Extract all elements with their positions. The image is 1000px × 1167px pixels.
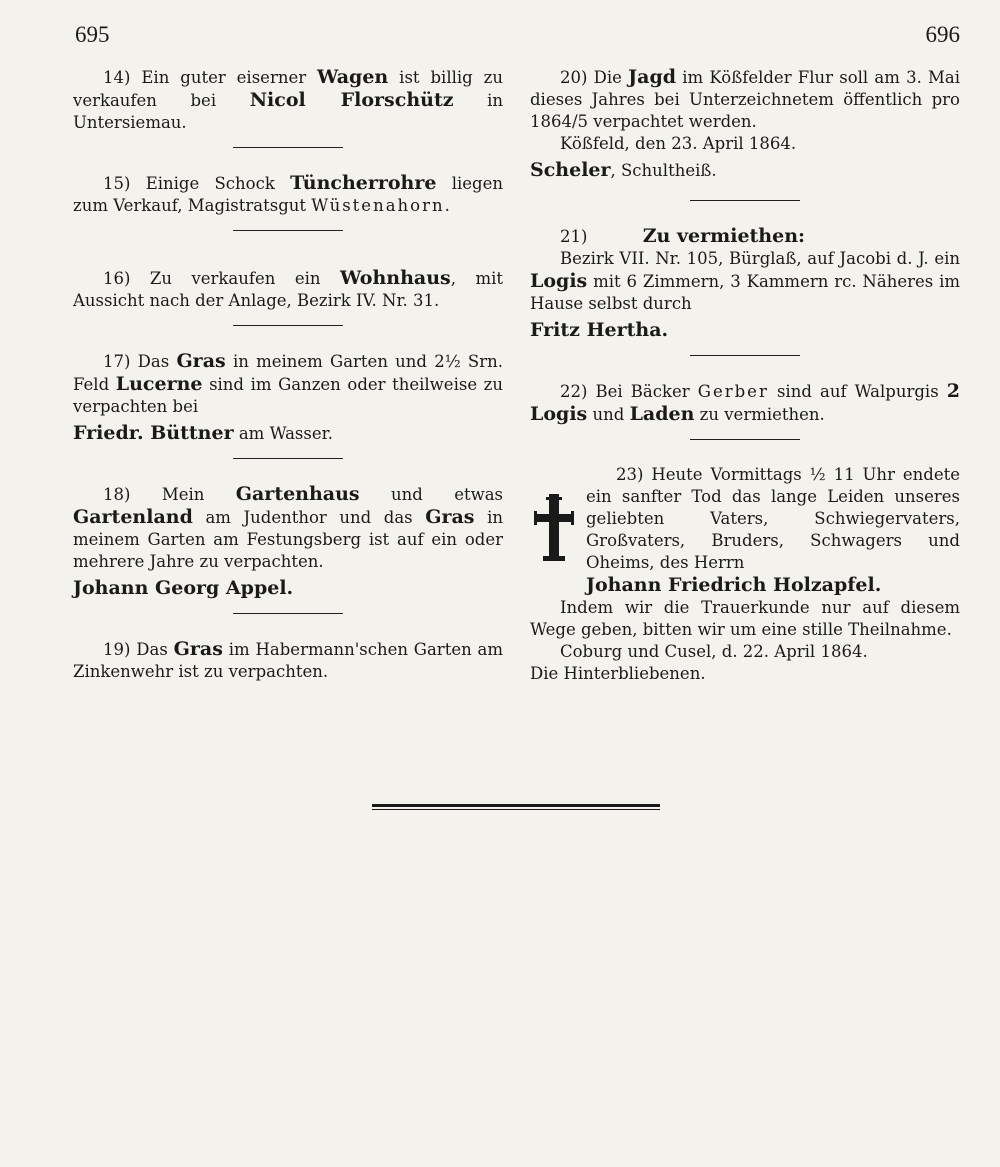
separator	[233, 458, 343, 459]
ad-number: 18)	[103, 485, 131, 504]
ad-signature: Friedr. Büttner	[73, 422, 234, 444]
ad-text: ist billig zu verkaufen bei	[73, 68, 503, 110]
ad-text: zu vermiethen.	[699, 405, 825, 424]
separator	[233, 230, 343, 231]
ad-15	[73, 172, 503, 217]
ad-text: und	[592, 405, 625, 424]
ad-19	[73, 638, 503, 683]
separator	[233, 325, 343, 326]
ad-23	[530, 464, 960, 685]
ad-keyword: Lucerne	[115, 373, 203, 395]
ad-18	[73, 483, 503, 600]
ad-keyword: Gras	[425, 506, 475, 528]
ad-deceased-name: Johann Friedrich Holzapfel.	[586, 574, 882, 596]
ad-number: 21)	[560, 227, 588, 246]
ad-text: in meinem Garten am Festungsberg ist auf ein oder mehrere Jahre zu verpachten.	[73, 508, 503, 571]
ad-text: liegen zum Verkauf, Magistratsgut	[73, 174, 503, 215]
page-number-left: 695	[75, 22, 110, 47]
ad-number: 14)	[103, 68, 131, 87]
ad-21	[530, 225, 960, 342]
ad-text: in Untersiemau.	[73, 91, 504, 132]
ad-signature: Scheler	[530, 159, 611, 181]
ad-text: am Judenthor und das	[205, 508, 413, 527]
ad-dateline: Kößfeld, den 23. April 1864.	[560, 134, 797, 153]
ad-number: 17)	[103, 352, 131, 371]
ad-keyword: Wagen	[317, 66, 389, 88]
section-double-rule	[372, 804, 660, 810]
ad-number: 23)	[616, 465, 644, 484]
ad-signature: Die Hinterbliebenen.	[530, 664, 706, 683]
ad-keyword: Gras	[173, 638, 223, 660]
ad-text: sind auf Walpurgis	[776, 382, 939, 401]
ad-14	[73, 66, 503, 134]
ad-signature-suffix: am Wasser.	[238, 424, 333, 443]
ad-number: 16)	[103, 269, 131, 288]
page-number-right: 696	[925, 22, 960, 47]
ad-text: Das	[136, 640, 168, 659]
ad-heading: Zu vermiethen:	[642, 225, 806, 247]
ad-number: 19)	[103, 640, 131, 659]
ad-text: in meinem Garten und 2½ Srn. Feld	[73, 352, 503, 394]
ad-keyword: Wohnhaus	[340, 267, 451, 289]
ad-text: mit 6 Zimmern, 3 Kammern rc. Näheres im Hause selbst durch	[530, 272, 960, 313]
ad-text: Mein	[161, 485, 205, 504]
ad-advertiser: Nicol Florschütz	[249, 89, 454, 111]
ad-keyword: Gartenhaus	[235, 483, 360, 505]
ad-keyword: 2 Logis	[530, 380, 961, 425]
separator	[233, 147, 343, 148]
ad-text: Bezirk VII. Nr. 105, Bürglaß, auf Jacobi d. J. ein	[560, 249, 960, 268]
separator	[690, 200, 800, 201]
ad-number: 15)	[103, 174, 131, 193]
cross-icon	[530, 494, 578, 568]
left-column	[73, 66, 503, 683]
ad-keyword: Gras	[176, 350, 226, 372]
ad-text: Die	[593, 68, 622, 87]
ad-signature-suffix: , Schultheiß.	[610, 161, 717, 180]
ad-place: Wüstenahorn.	[311, 196, 452, 215]
ad-keyword: Jagd	[628, 66, 677, 88]
ad-20	[530, 66, 960, 182]
ad-dateline: Coburg und Cusel, d. 22. April 1864.	[560, 642, 868, 661]
ad-text: Das	[137, 352, 170, 371]
ad-keyword: Logis	[530, 270, 588, 292]
ad-text: sind im Ganzen oder theilweise zu verpachten bei	[73, 375, 503, 416]
ad-signature: Fritz Hertha.	[530, 319, 669, 341]
ad-number: 20)	[560, 68, 588, 87]
ad-text: im Habermann'schen Garten am Zinkenwehr ist zu verpachten.	[73, 640, 504, 681]
separator	[690, 355, 800, 356]
ad-16	[73, 255, 503, 312]
ad-text: und etwas	[391, 485, 504, 504]
ad-name: Gerber	[697, 382, 769, 401]
ad-text: Ein guter eiserner	[141, 68, 307, 87]
right-column	[530, 66, 960, 685]
ad-22	[530, 380, 960, 426]
ad-number: 22)	[560, 382, 588, 401]
ad-text: im Kößfelder Flur soll am 3. Mai dieses Jahres bei Unterzeichnetem öffentlich pro 1864/5 verpachtet werden.	[530, 68, 961, 131]
ad-keyword: Gartenland	[73, 506, 193, 528]
ad-17	[73, 350, 503, 445]
ad-signature: Johann Georg Appel.	[73, 577, 294, 599]
ad-text: , mit Aussicht nach der Anlage, Bezirk IV. Nr. 31.	[73, 269, 503, 310]
ad-text: Bei Bäcker	[595, 382, 690, 401]
separator	[233, 613, 343, 614]
ad-keyword: Laden	[629, 403, 695, 425]
separator	[690, 439, 800, 440]
ad-text: Zu verkaufen ein	[149, 269, 321, 288]
ad-keyword: Tüncherrohre	[290, 172, 437, 194]
ad-text: Indem wir die Trauerkunde nur auf diesem Wege geben, bitten wir um eine stille Theilnahme.	[530, 598, 960, 639]
ad-text: Einige Schock	[145, 174, 275, 193]
ad-text: Heute Vormittags ½ 11 Uhr endete ein sanfter Tod das lange Leiden unseres geliebten Vaters, Schwiegervaters, Großvaters, Bruders, Schwagers und Oheims, des Herrn	[586, 465, 960, 572]
